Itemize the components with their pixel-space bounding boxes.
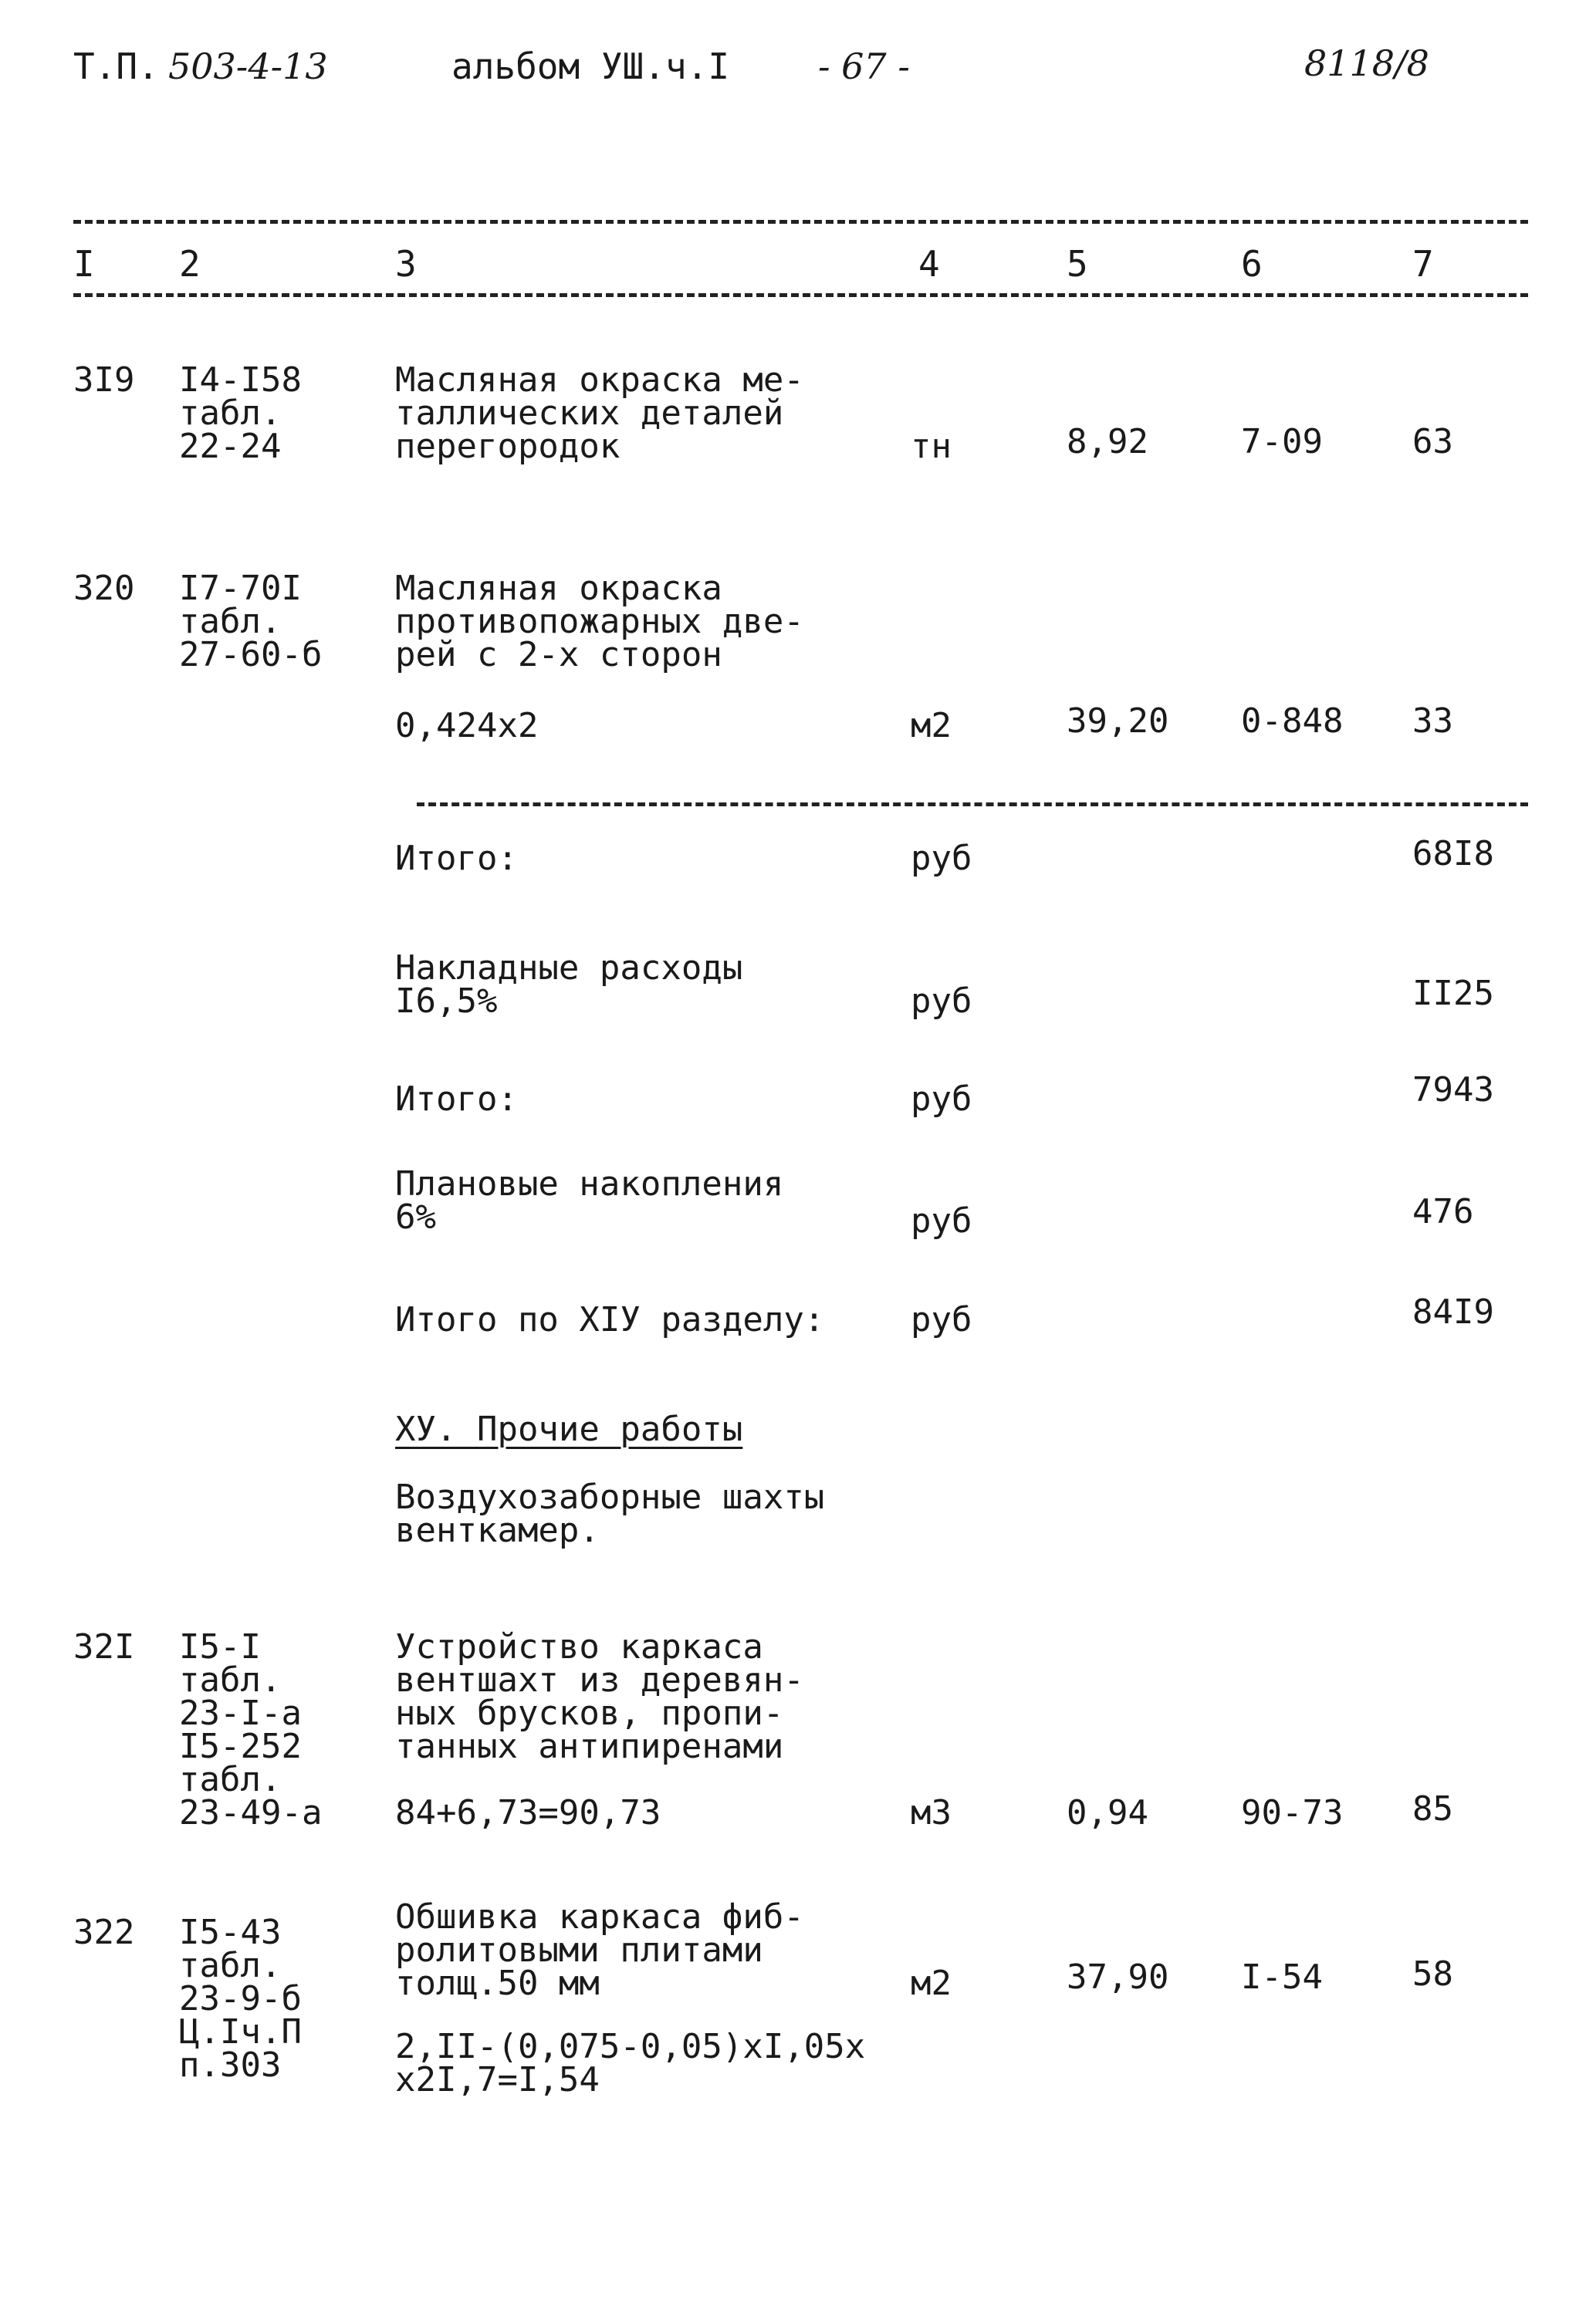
col-header-3: 3 (395, 243, 417, 285)
row-price: 90-73 (1241, 1793, 1344, 1833)
row-calc-line: x2I,7=I,54 (395, 2060, 600, 2099)
summary-unit: руб (911, 981, 972, 1021)
row-code-line: I5-252 (179, 1727, 302, 1766)
summary-total: 68I8 (1412, 834, 1494, 873)
table-top-rule (73, 220, 1528, 224)
row-desc-line: Устройство каркаса (395, 1627, 763, 1667)
row-price: I-54 (1241, 1957, 1323, 1997)
col-header-5: 5 (1067, 243, 1088, 285)
sheet-ref: 8118/8 (1304, 42, 1429, 84)
row-total: 33 (1412, 701, 1453, 741)
col-header-4: 4 (918, 243, 940, 285)
row-code-line: I7-70I (179, 569, 302, 608)
summary-unit: руб (911, 1201, 972, 1241)
row-code-line: табл. (179, 1760, 282, 1799)
row-desc-line: рей с 2-х сторон (395, 635, 722, 674)
row-code-line: табл. (179, 1660, 282, 1700)
summary-label: I6,5% (395, 981, 498, 1021)
row-total: 85 (1412, 1789, 1453, 1829)
row-desc-line: Обшивка каркаса фиб- (395, 1897, 804, 1937)
summary-label: Итого: (395, 839, 518, 878)
summary-unit: руб (911, 1300, 972, 1339)
row-desc-line: вентшахт из деревян- (395, 1660, 804, 1700)
col-header-1: I (73, 243, 95, 285)
summary-label: Плановые накопления (395, 1164, 784, 1204)
row-number: 32I (73, 1627, 135, 1667)
row-qty: 39,20 (1067, 701, 1169, 741)
row-desc-line: Масляная окраска (395, 569, 722, 608)
subtotal-rule (417, 802, 1528, 806)
row-code-line: I5-43 (179, 1913, 282, 1952)
summary-label: Накладные расходы (395, 948, 743, 988)
section-title: ХУ. Прочие работы (395, 1410, 743, 1449)
row-code-line: 22-24 (179, 427, 282, 466)
row-calc-line: 2,II-(0,075-0,05)xI,05x (395, 2027, 866, 2066)
summary-label: Итого по XIУ разделу: (395, 1300, 825, 1339)
row-price: 0-848 (1241, 701, 1344, 741)
row-desc-line: толщ.50 мм (395, 1964, 600, 2003)
col-header-7: 7 (1412, 243, 1434, 285)
row-unit: тн (911, 427, 952, 466)
row-code-line: 23-49-а (179, 1793, 323, 1833)
row-code-line: I5-I (179, 1627, 261, 1667)
section-subtitle: Воздухозаборные шахты (395, 1478, 825, 1517)
row-code-line: табл. (179, 602, 282, 641)
table-header-rule (73, 293, 1528, 297)
page-number: - 67 - (818, 46, 910, 87)
summary-label: 6% (395, 1197, 436, 1237)
row-unit: м3 (911, 1793, 952, 1833)
summary-total: 476 (1412, 1192, 1474, 1231)
summary-total: 7943 (1412, 1070, 1494, 1110)
row-desc-line: противопожарных две- (395, 602, 804, 641)
doc-prefix: Т.П. (73, 46, 159, 87)
row-price: 7-09 (1241, 422, 1323, 461)
row-qty: 8,92 (1067, 422, 1148, 461)
project-code: 503-4-13 (168, 46, 328, 87)
row-qty: 37,90 (1067, 1957, 1169, 1997)
row-unit: м2 (911, 706, 952, 745)
row-code-line: 23-9-б (179, 1979, 302, 2018)
row-total: 58 (1412, 1954, 1453, 1994)
summary-unit: руб (911, 839, 972, 878)
row-code-line: табл. (179, 1946, 282, 1985)
row-number: 320 (73, 569, 135, 608)
row-number: 3I9 (73, 360, 135, 400)
row-desc-line: Масляная окраска ме- (395, 360, 804, 400)
row-calc-line: 84+6,73=90,73 (395, 1793, 661, 1833)
summary-total: 84I9 (1412, 1292, 1494, 1332)
summary-label: Итого: (395, 1079, 518, 1119)
summary-total: II25 (1412, 974, 1494, 1013)
row-code-line: п.303 (179, 2045, 282, 2085)
row-desc-line: танных антипиренами (395, 1727, 784, 1766)
row-qty: 0,94 (1067, 1793, 1148, 1833)
row-desc-line: ролитовыми плитами (395, 1930, 763, 1970)
row-code-line: 23-I-а (179, 1694, 302, 1733)
row-calc-line: 0,424x2 (395, 706, 539, 745)
album-label: альбом УШ.ч.I (451, 46, 730, 87)
row-desc-line: перегородок (395, 427, 620, 466)
row-desc-line: таллических деталей (395, 394, 784, 433)
summary-unit: руб (911, 1079, 972, 1119)
row-code-line: Ц.Iч.П (179, 2012, 302, 2052)
row-desc-line: ных брусков, пропи- (395, 1694, 784, 1733)
col-header-6: 6 (1241, 243, 1263, 285)
row-number: 322 (73, 1913, 135, 1952)
section-subtitle: венткамер. (395, 1511, 600, 1550)
row-total: 63 (1412, 422, 1453, 461)
row-unit: м2 (911, 1964, 952, 2003)
row-code-line: I4-I58 (179, 360, 302, 400)
row-code-line: табл. (179, 394, 282, 433)
row-code-line: 27-60-б (179, 635, 323, 674)
col-header-2: 2 (179, 243, 201, 285)
